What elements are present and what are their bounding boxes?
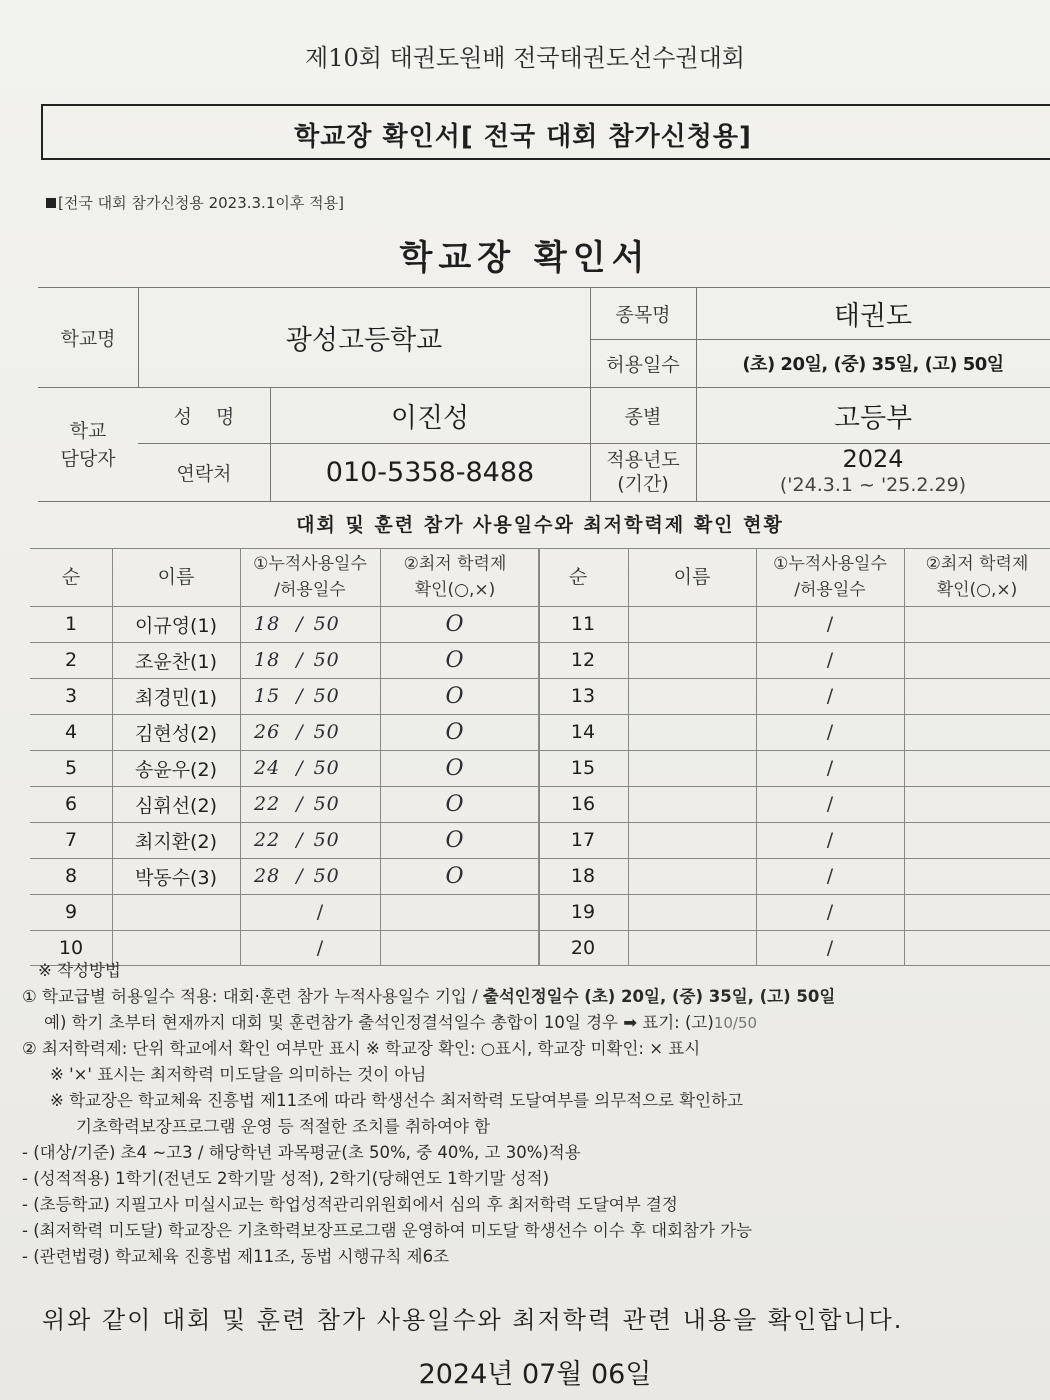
days-allowed: 50	[313, 865, 340, 887]
days-used-cell	[240, 822, 380, 858]
student-name: 조윤찬(1)	[135, 650, 217, 673]
days-slash: /	[826, 829, 834, 851]
sport-value: 태권도	[833, 300, 913, 332]
row-number: 17	[570, 829, 596, 851]
days-used-cell	[240, 858, 380, 894]
header-days-line2: /허용일수	[794, 580, 866, 600]
days-allowed: 50	[313, 649, 340, 671]
days-slash: /	[316, 901, 324, 923]
days-slash: /	[296, 613, 304, 635]
instructions-heading: ※ 작성방법	[38, 961, 121, 980]
student-name	[112, 894, 240, 930]
instruction-below-min: - (최저학력 미도달) 학교장은 기초학력보장프로그램 운영하여 미도달 학생선수 이수 후 대회참가 가능	[22, 1221, 753, 1240]
instruction-law: - (관련법령) 학교체육 진흥법 제11조, 동법 시행규칙 제6조	[22, 1247, 449, 1266]
instruction-example	[22, 1010, 1042, 1036]
days-allowed: 50	[313, 829, 340, 851]
days-slash: /	[826, 757, 834, 779]
header-check-line1: ②최저 학력제	[925, 554, 1029, 574]
school-value: 광성고등학교	[285, 324, 443, 356]
days-used: 28	[254, 865, 281, 887]
days-slash: /	[296, 721, 304, 743]
section-title: 대회 및 훈련 참가 사용일수와 최저학력제 확인 현황	[296, 514, 784, 536]
year-label: 적용년도	[606, 449, 680, 471]
min-grade-check: O	[445, 863, 465, 889]
usage-table	[30, 548, 1050, 966]
instruction-2: ② 최저학력제: 단위 학교에서 확인 여부만 표시 ※ 학교장 확인: ○표시, 학교장 미확인: × 표시	[22, 1039, 701, 1058]
days-used-cell	[240, 714, 380, 750]
days-slash: /	[826, 901, 834, 923]
header-days-line1: ①누적사용일수	[773, 554, 887, 574]
row-number: 9	[64, 901, 78, 923]
header-days-left	[240, 548, 380, 606]
year-value-cell	[696, 443, 1050, 501]
student-name: 심휘선(2)	[135, 794, 217, 817]
instruction-1	[22, 984, 1042, 1010]
days-slash: /	[296, 757, 304, 779]
row-number: 1	[64, 613, 78, 635]
contact-label: 연락처	[176, 462, 232, 485]
confirmation-statement: 위와 같이 대회 및 훈련 참가 사용일수와 최저학력 관련 내용을 확인합니다.	[42, 1306, 904, 1334]
days-used-cell	[240, 606, 380, 642]
instruction-1-highlight: 출석인정일수 (초) 20일, (중) 35일, (고) 50일	[482, 987, 836, 1006]
allowed-days-value: (초) 20일, (중) 35일, (고) 50일	[742, 354, 1004, 375]
student-name: 최경민(1)	[135, 686, 217, 709]
square-bullet-icon	[46, 198, 56, 208]
days-used: 24	[254, 757, 281, 779]
document-title-box	[41, 104, 1050, 160]
instructions	[22, 958, 1042, 1270]
manager-name-value: 이진성	[390, 402, 470, 434]
min-grade-check: O	[445, 791, 465, 817]
row-number: 5	[64, 757, 78, 779]
row-number: 20	[570, 937, 596, 959]
days-allowed: 50	[313, 721, 340, 743]
student-name: 최지환(2)	[135, 830, 217, 853]
school-label: 학교명	[60, 327, 116, 350]
header-check-left	[380, 548, 530, 606]
header-name-right: 이름	[673, 566, 711, 588]
row-number: 6	[64, 793, 78, 815]
days-used-cell	[240, 642, 380, 678]
days-allowed: 50	[313, 685, 340, 707]
days-slash: /	[826, 865, 834, 887]
min-grade-check: O	[445, 719, 465, 745]
header-days-line2: /허용일수	[274, 580, 346, 600]
min-grade-check: O	[445, 755, 465, 781]
division-label: 종별	[624, 405, 662, 428]
days-used: 22	[254, 793, 281, 815]
days-allowed: 50	[313, 613, 340, 635]
days-used: 15	[254, 685, 281, 707]
instruction-note-1: ※ '×' 표시는 최저학력 미도달을 의미하는 것이 아님	[50, 1065, 427, 1084]
student-name: 이규영(1)	[135, 614, 217, 637]
days-used-cell	[240, 678, 380, 714]
year-sub-label: (기간)	[617, 473, 669, 495]
days-used: 18	[254, 613, 281, 635]
row-number: 15	[570, 757, 596, 779]
days-used: 22	[254, 829, 281, 851]
row-number: 18	[570, 865, 596, 887]
min-grade-check: O	[445, 827, 465, 853]
days-slash: /	[296, 685, 304, 707]
days-slash: /	[826, 721, 834, 743]
instruction-example-tail: 10/50	[713, 1014, 758, 1032]
row-number: 16	[570, 793, 596, 815]
header-days-right	[756, 548, 904, 606]
event-title: 제10회 태권도원배 전국태권도선수권대회	[305, 44, 745, 72]
student-name: 박동수(3)	[135, 866, 217, 889]
days-slash: /	[296, 649, 304, 671]
days-slash: /	[826, 793, 834, 815]
days-slash: /	[826, 685, 834, 707]
instruction-note-2-cont: 기초학력보장프로그램 운영 등 적절한 조치를 취하여야 함	[76, 1117, 491, 1136]
days-slash: /	[316, 937, 324, 959]
min-grade-check: O	[445, 647, 465, 673]
header-days-line1: ①누적사용일수	[253, 554, 367, 574]
min-grade-check: O	[445, 683, 465, 709]
row-number: 2	[64, 649, 78, 671]
days-used-cell	[240, 750, 380, 786]
instruction-target: - (대상/기준) 초4 ~고3 / 해당학년 과목평균(초 50%, 중 40%, 고 30%)적용	[22, 1143, 581, 1162]
min-grade-check: O	[445, 611, 465, 637]
row-number: 4	[64, 721, 78, 743]
name-label: 성 명	[173, 405, 235, 428]
days-slash: /	[826, 649, 834, 671]
year-value: 2024	[842, 445, 904, 473]
row-number: 3	[64, 685, 78, 707]
header-check-line2: 확인(○,×)	[414, 580, 496, 600]
sport-label: 종목명	[615, 303, 671, 326]
instruction-1-text: ① 학교급별 허용일수 적용: 대회·훈련 참가 누적사용일수 기입 /	[22, 987, 483, 1006]
row-number: 8	[64, 865, 78, 887]
header-check-line1: ②최저 학력제	[403, 554, 507, 574]
document-title: 학교장 확인서[ 전국 대회 참가신청용]	[294, 122, 752, 152]
days-slash: /	[296, 829, 304, 851]
note-line	[46, 192, 344, 213]
division-value: 고등부	[833, 402, 913, 434]
year-period: ('24.3.1 ~ '25.2.29)	[779, 474, 967, 496]
days-slash: /	[296, 865, 304, 887]
header-check-line2: 확인(○,×)	[936, 580, 1018, 600]
days-allowed: 50	[313, 793, 340, 815]
header-no-right: 순	[568, 566, 588, 588]
days-slash: /	[296, 793, 304, 815]
header-name-left: 이름	[157, 566, 195, 588]
row-number: 19	[570, 901, 596, 923]
row-number: 12	[570, 649, 596, 671]
instruction-grades: - (성적적용) 1학기(전년도 2학기말 성적), 2학기(당해연도 1학기말 성적)	[22, 1169, 550, 1188]
row-number: 13	[570, 685, 596, 707]
row-number: 14	[570, 721, 596, 743]
days-slash: /	[826, 613, 834, 635]
main-title: 학교장 확인서	[399, 238, 651, 278]
instruction-note-2: ※ 학교장은 학교체육 진흥법 제11조에 따라 학생선수 최저학력 도달여부를 의무적으로 확인하고	[50, 1091, 743, 1110]
row-number: 10	[58, 937, 84, 959]
header-check-right	[904, 548, 1050, 606]
info-grid	[38, 287, 1050, 502]
student-name: 송윤우(2)	[135, 758, 217, 781]
days-used: 18	[254, 649, 281, 671]
document-date: 2024년 07월 06일	[418, 1359, 652, 1390]
year-label-cell	[590, 443, 696, 501]
header-no-left: 순	[61, 566, 81, 588]
student-name: 김현성(2)	[135, 722, 217, 745]
days-used: 26	[254, 721, 281, 743]
row-number: 7	[64, 829, 78, 851]
instruction-example-text: 예) 학기 초부터 현재까지 대회 및 훈련참가 출석인정결석일수 총합이 10일 경우 ➡ 표기: (고)	[44, 1013, 714, 1032]
manager-label: 학교 담당자	[60, 419, 116, 470]
days-slash: /	[826, 937, 834, 959]
days-used-cell	[240, 786, 380, 822]
row-number: 11	[570, 613, 596, 635]
instruction-elementary: - (초등학교) 지필고사 미실시교는 학업성적관리위원회에서 심의 후 최저학력 도달여부 결정	[22, 1195, 678, 1214]
days-allowed: 50	[313, 757, 340, 779]
contact-value: 010-5358-8488	[325, 456, 535, 488]
note-text: [전국 대회 참가신청용 2023.3.1이후 적용]	[58, 194, 344, 212]
allowed-days-label: 허용일수	[606, 353, 680, 376]
